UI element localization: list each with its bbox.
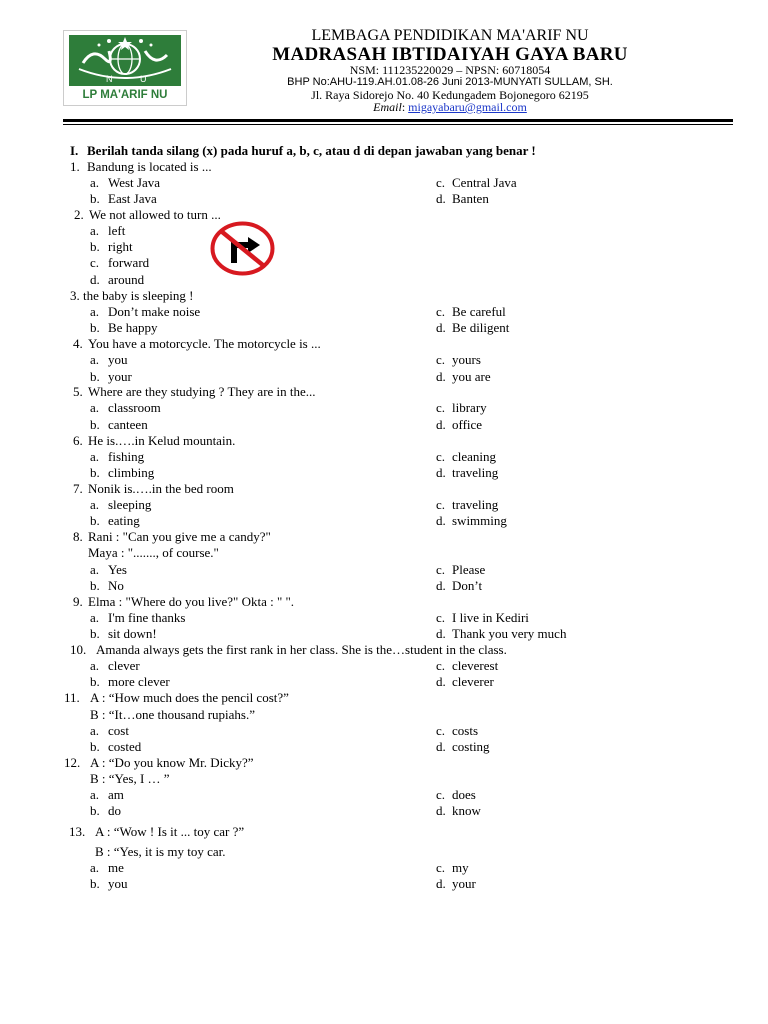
- option-text[interactable]: your: [108, 369, 132, 384]
- option-text[interactable]: my: [452, 860, 469, 875]
- option-letter[interactable]: b.: [90, 369, 100, 384]
- option-letter[interactable]: c.: [436, 400, 446, 415]
- question-number: 4.: [73, 336, 83, 351]
- question-number: 6.: [73, 433, 83, 448]
- option-letter[interactable]: b.: [90, 803, 100, 818]
- logo-text: LP MA'ARIF NU: [82, 89, 168, 101]
- option-letter[interactable]: d.: [90, 272, 100, 287]
- option-text[interactable]: costed: [108, 739, 142, 754]
- logo-letter-u: U: [140, 74, 147, 84]
- question-number: 11.: [64, 690, 80, 705]
- option-letter[interactable]: c.: [436, 860, 446, 875]
- option-letter[interactable]: a.: [90, 658, 100, 673]
- option-text[interactable]: swimming: [452, 513, 507, 528]
- option-text[interactable]: library: [452, 400, 487, 415]
- option-letter[interactable]: d.: [436, 320, 446, 335]
- option-letter[interactable]: d.: [436, 578, 446, 593]
- option-text[interactable]: eating: [108, 513, 140, 528]
- question-number: 8.: [73, 529, 83, 544]
- option-text[interactable]: traveling: [452, 465, 499, 480]
- bhp-line: BHP No:AHU-119.AH.01.08-26 Juni 2013-MUNYATI SULLAM, SH.: [287, 76, 613, 88]
- option-text[interactable]: left: [108, 223, 126, 238]
- option-text[interactable]: do: [108, 803, 121, 818]
- option-letter[interactable]: c.: [436, 352, 446, 367]
- question-text: B : “Yes, it is my toy car.: [95, 844, 226, 859]
- option-text[interactable]: yours: [452, 352, 481, 367]
- question-number: 3.: [70, 288, 80, 303]
- nu-globe-icon: [69, 35, 181, 86]
- school-name: MADRASAH IBTIDAIYAH GAYA BARU: [272, 44, 628, 65]
- option-letter[interactable]: c.: [90, 255, 100, 270]
- option-letter[interactable]: a.: [90, 723, 100, 738]
- question-text: A : “Wow ! Is it ... toy car ?”: [95, 824, 245, 839]
- option-text[interactable]: cleverer: [452, 674, 494, 689]
- option-letter[interactable]: b.: [90, 191, 100, 206]
- question-text: Maya : "......., of course.": [88, 545, 219, 560]
- option-letter[interactable]: a.: [90, 497, 100, 512]
- question-number: 2.: [74, 207, 84, 222]
- option-letter[interactable]: c.: [436, 497, 446, 512]
- option-text[interactable]: right: [108, 239, 133, 254]
- option-letter[interactable]: c.: [436, 610, 446, 625]
- option-letter[interactable]: d.: [436, 803, 446, 818]
- header-divider: [63, 119, 733, 122]
- option-text[interactable]: Be careful: [452, 304, 506, 319]
- option-letter[interactable]: c.: [436, 562, 446, 577]
- option-text[interactable]: canteen: [108, 417, 148, 432]
- option-letter[interactable]: b.: [90, 465, 100, 480]
- option-text[interactable]: Be diligent: [452, 320, 510, 335]
- option-text[interactable]: your: [452, 876, 476, 891]
- option-text[interactable]: cost: [108, 723, 129, 738]
- option-letter[interactable]: b.: [90, 739, 100, 754]
- option-text[interactable]: you: [108, 876, 128, 891]
- option-text[interactable]: climbing: [108, 465, 155, 480]
- option-text[interactable]: more clever: [108, 674, 170, 689]
- option-text[interactable]: West Java: [108, 175, 161, 190]
- section-instruction: Berilah tanda silang (x) pada huruf a, b, c, atau d di depan jawaban yang benar !: [87, 143, 536, 158]
- email-link[interactable]: migayabaru@gmail.com: [408, 100, 527, 114]
- option-letter[interactable]: a.: [90, 860, 100, 875]
- option-text[interactable]: Banten: [452, 191, 489, 206]
- option-text[interactable]: traveling: [452, 497, 499, 512]
- option-text[interactable]: Yes: [108, 562, 127, 577]
- option-letter[interactable]: a.: [90, 562, 100, 577]
- question-number: 7.: [73, 481, 83, 496]
- option-letter[interactable]: d.: [436, 191, 446, 206]
- option-letter[interactable]: b.: [90, 876, 100, 891]
- org-name: LEMBAGA PENDIDIKAN MA'ARIF NU: [311, 27, 589, 44]
- option-letter[interactable]: b.: [90, 239, 100, 254]
- option-text[interactable]: I'm fine thanks: [108, 610, 186, 625]
- option-text[interactable]: Thank you very much: [452, 626, 567, 641]
- school-logo: [63, 30, 187, 106]
- option-text[interactable]: office: [452, 417, 483, 432]
- option-text[interactable]: does: [452, 787, 476, 802]
- option-text[interactable]: around: [108, 272, 145, 287]
- option-text[interactable]: you are: [452, 369, 491, 384]
- option-letter[interactable]: d.: [436, 674, 446, 689]
- option-text[interactable]: Don’t: [452, 578, 483, 593]
- option-letter[interactable]: b.: [90, 626, 100, 641]
- option-letter[interactable]: a.: [90, 304, 100, 319]
- email-line: Email: migayabaru@gmail.com: [373, 100, 527, 114]
- question-text: He is.….in Kelud mountain.: [88, 433, 236, 448]
- question-text: A : “How much does the pencil cost?”: [90, 690, 289, 705]
- option-text[interactable]: fishing: [108, 449, 145, 464]
- logo-emblem: [69, 35, 181, 86]
- option-text[interactable]: classroom: [108, 400, 161, 415]
- question-number: 1.: [70, 159, 80, 174]
- email-label: Email: [373, 100, 402, 114]
- option-text[interactable]: cleaning: [452, 449, 497, 464]
- option-letter[interactable]: d.: [436, 739, 446, 754]
- question-text: Where are they studying ? They are in the...: [88, 384, 316, 399]
- option-text[interactable]: cleverest: [452, 658, 499, 673]
- option-text[interactable]: sit down!: [108, 626, 157, 641]
- option-letter[interactable]: b.: [90, 674, 100, 689]
- option-text[interactable]: am: [108, 787, 124, 802]
- option-letter[interactable]: a.: [90, 610, 100, 625]
- question-text: You have a motorcycle. The motorcycle is ...: [88, 336, 321, 351]
- option-text[interactable]: forward: [108, 255, 150, 270]
- nsm-line: NSM: 111235220029 – NPSN: 60718054: [349, 63, 551, 77]
- option-letter[interactable]: a.: [90, 449, 100, 464]
- option-letter[interactable]: c.: [436, 175, 446, 190]
- question-text: We not allowed to turn ...: [89, 207, 221, 222]
- question-number: 9.: [73, 594, 83, 609]
- question-number: 12.: [64, 755, 81, 770]
- option-letter[interactable]: d.: [436, 369, 446, 384]
- logo-letter-n: N: [106, 74, 113, 84]
- option-text[interactable]: Don’t make noise: [108, 304, 201, 319]
- header-divider-thin: [63, 124, 733, 125]
- option-text[interactable]: costs: [452, 723, 478, 738]
- option-text[interactable]: sleeping: [108, 497, 152, 512]
- option-text[interactable]: I live in Kediri: [452, 610, 529, 625]
- option-letter[interactable]: d.: [436, 626, 446, 641]
- option-text[interactable]: East Java: [108, 191, 157, 206]
- option-letter[interactable]: c.: [436, 787, 446, 802]
- option-text[interactable]: clever: [108, 658, 140, 673]
- option-letter[interactable]: d.: [436, 876, 446, 891]
- question-text: the baby is sleeping !: [83, 288, 194, 303]
- option-letter[interactable]: d.: [436, 417, 446, 432]
- question-text: A : “Do you know Mr. Dicky?”: [90, 755, 254, 770]
- option-letter[interactable]: a.: [90, 352, 100, 367]
- option-letter[interactable]: a.: [90, 787, 100, 802]
- question-text: B : “It…one thousand rupiahs.”: [90, 707, 255, 722]
- no-right-turn-sign-icon: [210, 221, 275, 276]
- question-text: Elma : "Where do you live?" Okta : " ".: [88, 594, 295, 609]
- option-letter[interactable]: b.: [90, 578, 100, 593]
- option-text[interactable]: costing: [452, 739, 490, 754]
- section-number: I.: [70, 143, 79, 158]
- option-text[interactable]: you: [108, 352, 128, 367]
- option-letter[interactable]: b.: [90, 417, 100, 432]
- question-number: 10.: [70, 642, 87, 657]
- option-letter[interactable]: b.: [90, 320, 100, 335]
- option-text[interactable]: Central Java: [452, 175, 517, 190]
- address-line: Jl. Raya Sidorejo No. 40 Kedungadem Bojonegoro 62195: [311, 88, 589, 102]
- option-letter[interactable]: c.: [436, 723, 446, 738]
- option-text[interactable]: Be happy: [108, 320, 158, 335]
- question-number: 5.: [73, 384, 83, 399]
- question-text: Bandung is located is ...: [87, 159, 212, 174]
- option-letter[interactable]: d.: [436, 513, 446, 528]
- question-text: Rani : "Can you give me a candy?": [88, 529, 271, 544]
- question-number: 13.: [69, 824, 86, 839]
- option-letter[interactable]: c.: [436, 658, 446, 673]
- option-text[interactable]: me: [108, 860, 124, 875]
- option-text[interactable]: No: [108, 578, 124, 593]
- option-letter[interactable]: a.: [90, 223, 100, 238]
- option-letter[interactable]: a.: [90, 175, 100, 190]
- option-text[interactable]: know: [452, 803, 481, 818]
- option-letter[interactable]: c.: [436, 304, 446, 319]
- option-letter[interactable]: b.: [90, 513, 100, 528]
- question-text: Nonik is.….in the bed room: [88, 481, 234, 496]
- option-letter[interactable]: a.: [90, 400, 100, 415]
- question-text: B : “Yes, I … ”: [90, 771, 170, 786]
- option-letter[interactable]: d.: [436, 465, 446, 480]
- question-text: Amanda always gets the first rank in her class. She is the…student in the class.: [96, 642, 507, 657]
- option-letter[interactable]: c.: [436, 449, 446, 464]
- option-text[interactable]: Please: [452, 562, 486, 577]
